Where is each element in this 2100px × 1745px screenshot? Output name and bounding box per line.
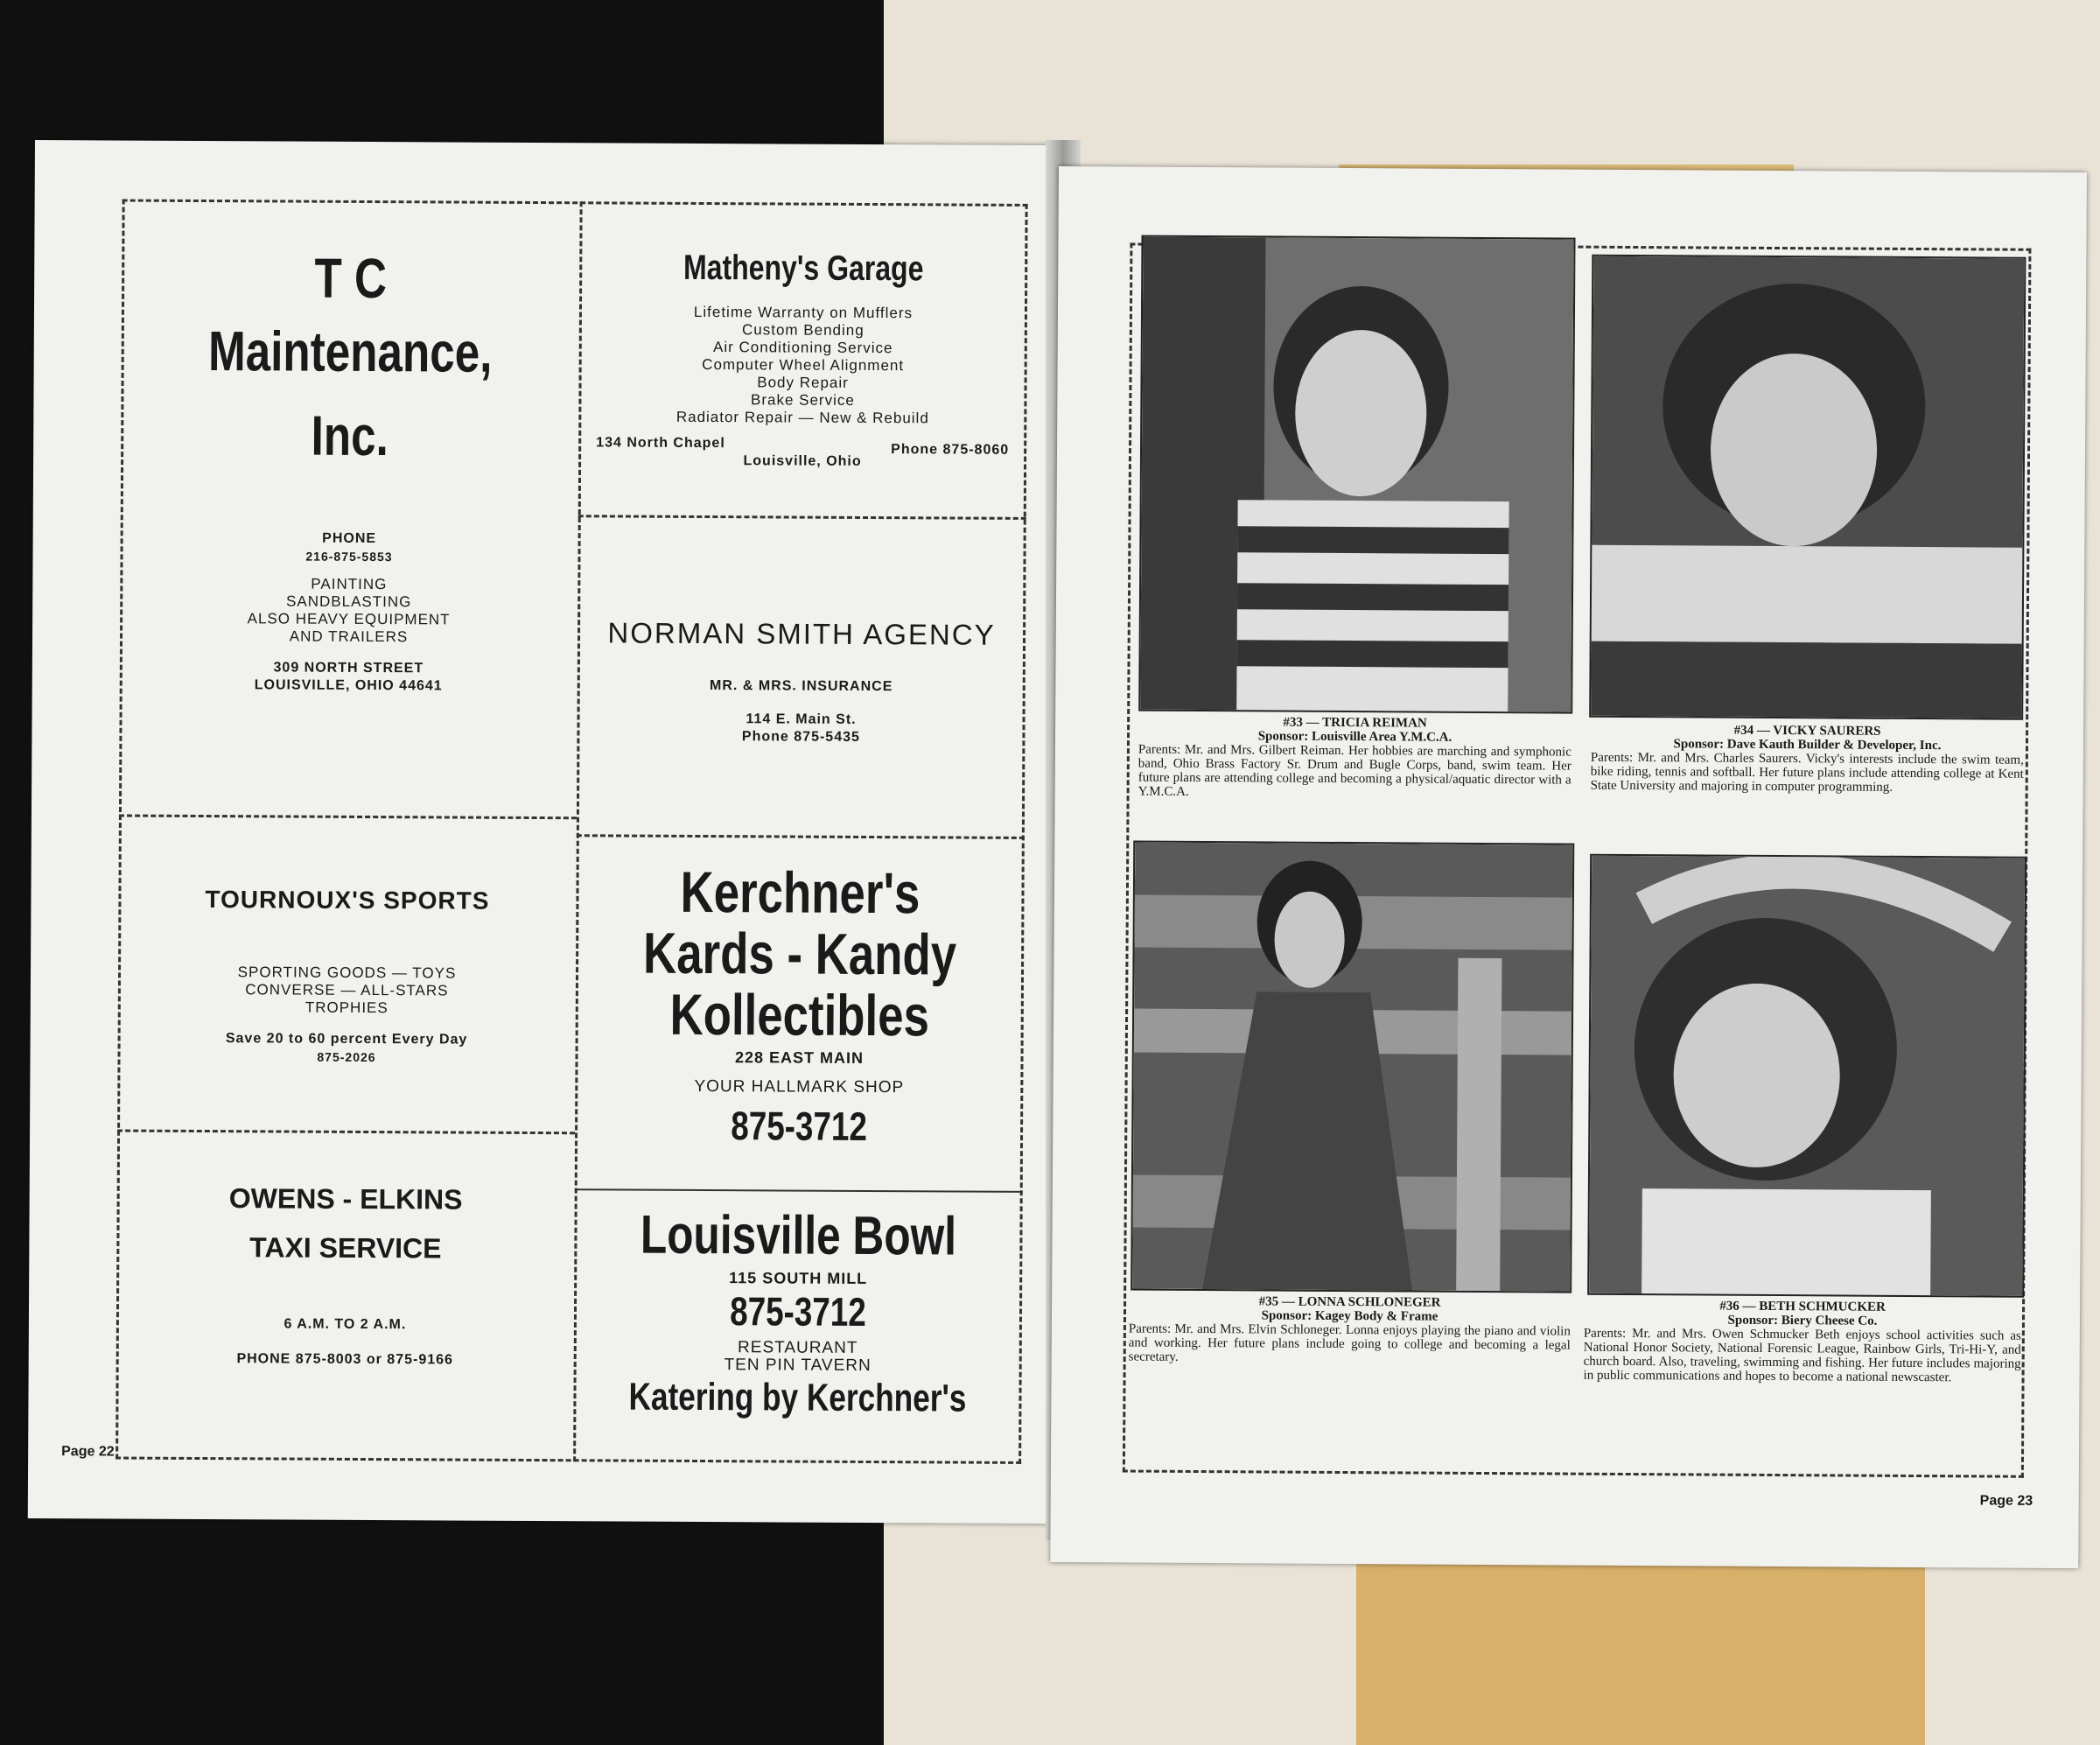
photo-contestant: [1138, 235, 1575, 714]
contestant-bio: Parents: Mr. and Mrs. Elvin Schloneger. Lonna enjoys playing the piano and violin and working. Her future plans include going to college and becoming a legal secretary.: [1128, 1321, 1571, 1364]
norman-address: 114 E. Main St.: [746, 711, 857, 727]
owens-phone: PHONE 875-8003 or 875-9166: [236, 1351, 453, 1368]
norman-phone: Phone 875-5435: [741, 729, 860, 745]
caption-contestant: [1138, 715, 1572, 802]
bowl-footer: Katering by Kerchner's: [628, 1375, 967, 1420]
tc-service: SANDBLASTING: [286, 592, 412, 611]
matheny-address: 134 North Chapel: [596, 435, 725, 452]
kerchner-tagline: YOUR HALLMARK SHOP: [694, 1076, 905, 1097]
matheny-service: Body Repair: [757, 374, 849, 391]
contestant-sponsor: Sponsor: Kagey Body & Frame: [1261, 1308, 1438, 1324]
bowl-line2: TEN PIN TAVERN: [724, 1356, 872, 1376]
contestant-bio: Parents: Mr. and Mrs. Owen Schmucker Beth enjoys school activities such as National Honor Society, National Forensic League, Rainbow Girls, Tri-Hi-Y, and church board. Also, traveling, swimming and fishing. Her future includes majoring in public communications and hopes to become a national newscaster.: [1583, 1326, 2021, 1385]
ad-louisville-bowl: [573, 1202, 1022, 1423]
contestant-sponsor: Sponsor: Dave Kauth Builder & Developer, Inc.: [1673, 737, 1942, 753]
kerchner-phone: 875-3712: [731, 1103, 868, 1149]
owens-hours: 6 A.M. TO 2 A.M.: [284, 1316, 407, 1333]
ad-tournoux-sports: [117, 885, 576, 1068]
tc-service: PAINTING: [311, 575, 388, 593]
contestant-sponsor: Sponsor: Biery Cheese Co.: [1727, 1313, 1878, 1328]
kerchner-line1: Kerchner's: [680, 858, 920, 926]
caption-contestant: [1129, 1294, 1571, 1367]
right-page: [1050, 166, 2087, 1568]
contestant-sponsor: Sponsor: Louisville Area Y.M.C.A.: [1257, 729, 1452, 745]
contestant-title: #35 — LONNA SCHLONEGER: [1258, 1294, 1441, 1310]
kerchner-address: 228 EAST MAIN: [734, 1048, 864, 1067]
photo-contestant: [1587, 854, 2026, 1298]
kerchner-line3: Kollectibles: [669, 981, 930, 1048]
bowl-phone: 875-3712: [730, 1288, 866, 1335]
tournoux-line: TROPHIES: [304, 999, 388, 1017]
ad-kerchners: [575, 860, 1025, 1152]
ad-mathenys-garage: [578, 243, 1027, 475]
tournoux-line: CONVERSE — ALL-STARS: [245, 981, 449, 999]
contestant-title: #36 — BETH SCHMUCKER: [1719, 1299, 1886, 1314]
tournoux-title: TOURNOUX'S SPORTS: [205, 886, 490, 915]
matheny-service: Computer Wheel Alignment: [702, 355, 905, 375]
tc-service: ALSO HEAVY EQUIPMENT: [247, 610, 451, 628]
bowl-title: Louisville Bowl: [640, 1204, 957, 1267]
contestant-title: #34 — VICKY SAURERS: [1733, 723, 1881, 739]
bowl-line1: RESTAURANT: [738, 1338, 858, 1357]
matheny-service: Air Conditioning Service: [713, 339, 893, 357]
ad-norman-smith-agency: [577, 615, 1026, 747]
matheny-service: Brake Service: [750, 391, 855, 409]
page-number: Page 23: [1979, 1493, 2034, 1509]
ad-tc-maintenance: [120, 246, 580, 697]
bowl-address: 115 SOUTH MILL: [729, 1269, 868, 1287]
tournoux-promo: Save 20 to 60 percent Every Day: [225, 1031, 468, 1048]
tc-line2: Maintenance,: [207, 319, 493, 384]
kerchner-line2: Kards - Kandy: [642, 920, 957, 987]
norman-subtitle: MR. & MRS. INSURANCE: [710, 678, 893, 695]
norman-title: NORMAN SMITH AGENCY: [607, 616, 996, 651]
tc-address2: LOUISVILLE, OHIO 44641: [254, 677, 443, 694]
left-page: [28, 140, 1063, 1524]
tc-phone: 216-875-5853: [305, 549, 393, 564]
tc-address1: 309 NORTH STREET: [273, 660, 424, 676]
matheny-phone: Phone 875-8060: [891, 442, 1010, 458]
ad-owens-elkins-taxi: [116, 1174, 575, 1370]
matheny-service: Lifetime Warranty on Mufflers: [693, 303, 914, 322]
matheny-service: Radiator Repair — New & Rebuild: [676, 408, 929, 427]
matheny-city: Louisville, Ohio: [743, 453, 862, 469]
tc-line3: Inc.: [311, 403, 389, 468]
caption-contestant: [1591, 723, 2024, 795]
tc-service: AND TRAILERS: [289, 627, 409, 646]
matheny-service: Custom Bending: [741, 321, 864, 339]
matheny-title: Matheny's Garage: [682, 248, 924, 289]
tc-line1: T C: [314, 246, 388, 311]
owens-line2: TAXI SERVICE: [249, 1231, 442, 1265]
page-number: Page 22: [61, 1444, 115, 1460]
tc-phone-label: PHONE: [322, 530, 377, 547]
caption-contestant: [1584, 1299, 2022, 1385]
photo-contestant: [1589, 255, 2026, 720]
contestant-bio: Parents: Mr. and Mrs. Gilbert Reiman. Her hobbies are marching and symphonic band, Ohio Brass Factory Sr. Drum and Bugle Corps, band, swim team. Her future plans are attending college and becoming a physical/aquatic director with a Y.M.C.A.: [1138, 742, 1572, 799]
tournoux-line: SPORTING GOODS — TOYS: [237, 964, 457, 982]
tournoux-phone: 875-2026: [317, 1049, 376, 1065]
photo-contestant: [1130, 841, 1574, 1293]
contestant-title: #33 — TRICIA REIMAN: [1283, 715, 1427, 731]
contestant-bio: Parents: Mr. and Mrs. Charles Saurers. Vicky's interests include the swim team, bike riding, tennis and softball. Her future plans include attending college at Kent State University and majoring in computer programming.: [1590, 750, 2024, 795]
owens-line1: OWENS - ELKINS: [228, 1182, 463, 1216]
